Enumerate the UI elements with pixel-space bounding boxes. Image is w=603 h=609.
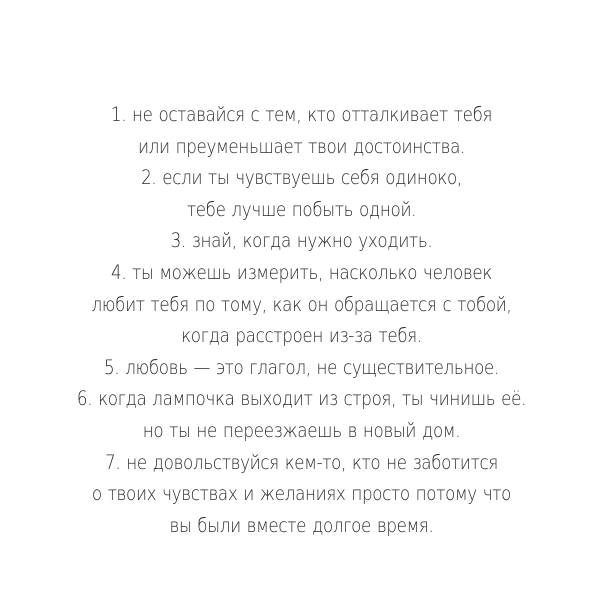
advice-line-7: любит тебя по тому, как он обращается с тобой, [91,292,512,316]
advice-line-1: 1. не оставайся с тем, кто отталкивает тебя [110,103,493,126]
advice-line-14: вы были вместе долгое время. [169,513,434,537]
advice-line-2: или преуменьшает твои достоинства. [137,134,466,158]
advice-line-10: 6. когда лампочка выходит из строя, ты чинишь её. [76,387,527,411]
advice-line-8: когда расстроен из-за тебя. [181,324,422,348]
advice-line-3: 2. если ты чувствуешь себя одиноко, [141,166,462,190]
numbered-advice-list [0,99,603,541]
advice-line-6: 4. ты можешь измерить, насколько человек [111,260,492,284]
advice-line-5: 3. знай, когда нужно уходить. [170,229,433,253]
advice-line-11: но ты не переезжаешь в новый дом. [142,418,461,442]
advice-line-9: 5. любовь — это глагол, не существительное. [104,355,499,379]
advice-line-4: тебе лучше побыть одной. [186,197,417,221]
advice-line-13: о твоих чувствах и желаниях просто потому что [91,482,512,506]
advice-line-12: 7. не довольствуйся кем-то, кто не заботится [105,450,498,474]
